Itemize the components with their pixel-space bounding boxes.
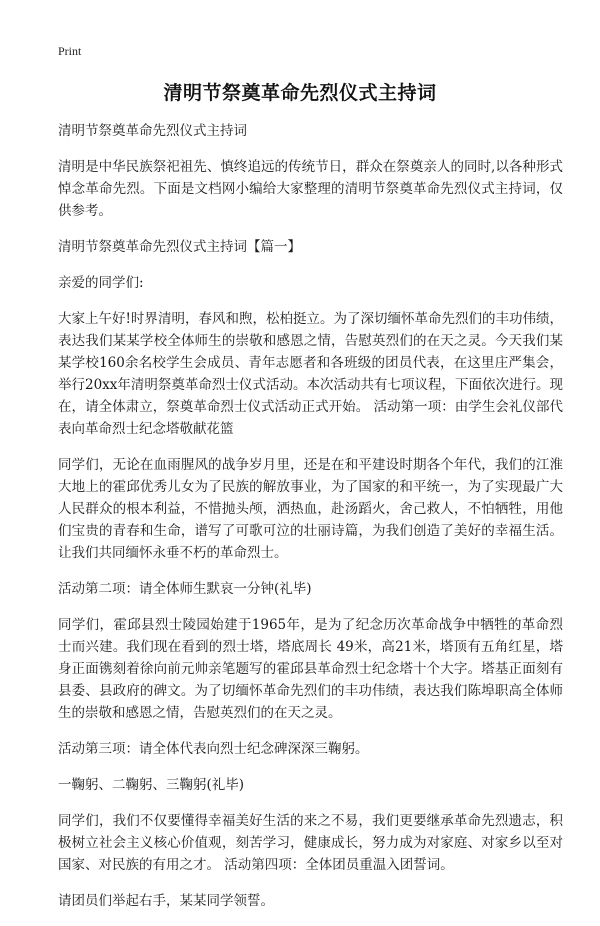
activity-paragraph: 活动第三项：请全体代表向烈士纪念碑深深三鞠躬。 <box>58 741 369 757</box>
salutation-paragraph: 亲爱的同学们: <box>58 275 144 291</box>
body-paragraph: 同学们，我们不仅要懂得幸福美好生活的来之不易，我们更要继承革命先烈遗志，积极树立社会主义核心价值观，刻苦学习，健康成长，努力成为对家庭、对家乡以至对国家、对民族的有用之才。 活动第四项：全体团员重温入团誓词。 <box>58 813 563 873</box>
closing-paragraph: 请团员们举起右手，某某同学领誓。 <box>58 893 274 909</box>
intro-paragraph: 清明是中华民族祭祀祖先、慎终追远的传统节日，群众在祭奠亲人的同时,以各种形式悼念革命先烈。下面是文档网小编给大家整理的清明节祭奠革命先烈仪式主持词，仅供参考。 <box>58 159 563 219</box>
body-paragraph: 同学们，无论在血雨腥风的战争岁月里，还是在和平建设时期各个年代，我们的江淮大地上的霍邱优秀儿女为了民族的解放事业，为了国家的和平统一，为了实现最广大人民群众的根本利益，不惜抛头颅，洒热血，赴汤蹈火，舍己救人，不怕牺牲，用他们宝贵的青春和生命，谱写了可歌可泣的壮丽诗篇，为我们创造了美好的幸福生活。让我们共同缅怀永垂不朽的革命烈士。 <box>58 457 563 561</box>
subtitle-paragraph: 清明节祭奠革命先烈仪式主持词 <box>58 123 247 139</box>
page-title: 清明节祭奠革命先烈仪式主持词 <box>163 82 437 104</box>
print-label: Print <box>58 44 82 58</box>
activity-paragraph: 活动第二项：请全体师生默哀一分钟(礼毕) <box>58 581 312 597</box>
bow-paragraph: 一鞠躬、二鞠躬、三鞠躬(礼毕) <box>58 777 245 793</box>
body-paragraph: 同学们，霍邱县烈士陵园始建于1965年，是为了纪念历次革命战争中牺牲的革命烈士而兴建。我们现在看到的烈士塔，塔底周长 49米，高21米，塔顶有五角红星，塔身正面镌刻着徐向前元帅亲笔题写的霍邱县革命烈士纪念塔十个大字。塔基正面刻有县委、县政府的碑文。为了切缅怀革命先烈们的丰功伟绩，表达我们陈埠职高全体师生的崇敬和感恩之情，告慰英烈们的在天之灵。 <box>58 617 563 721</box>
body-paragraph: 大家上午好!时界清明，春风和煦，松柏挺立。为了深切缅怀革命先烈们的丰功伟绩，表达我们某某学校全体师生的崇敬和感恩之情，告慰英烈们的在天之灵。今天我们某某学校160余名校学生会成员、青年志愿者和各班级的团员代表，在这里庄严集会，举行20xx年清明祭奠革命烈士仪式活动。本次活动共有七项议程，下面依次进行。现在，请全体肃立，祭奠革命烈士仪式活动正式开始。 活动第一项：由学生会礼仪部代表向革命烈士纪念塔敬献花篮 <box>58 311 563 437</box>
section-heading: 清明节祭奠革命先烈仪式主持词【篇一】 <box>58 239 301 255</box>
document-body <box>58 120 563 926</box>
